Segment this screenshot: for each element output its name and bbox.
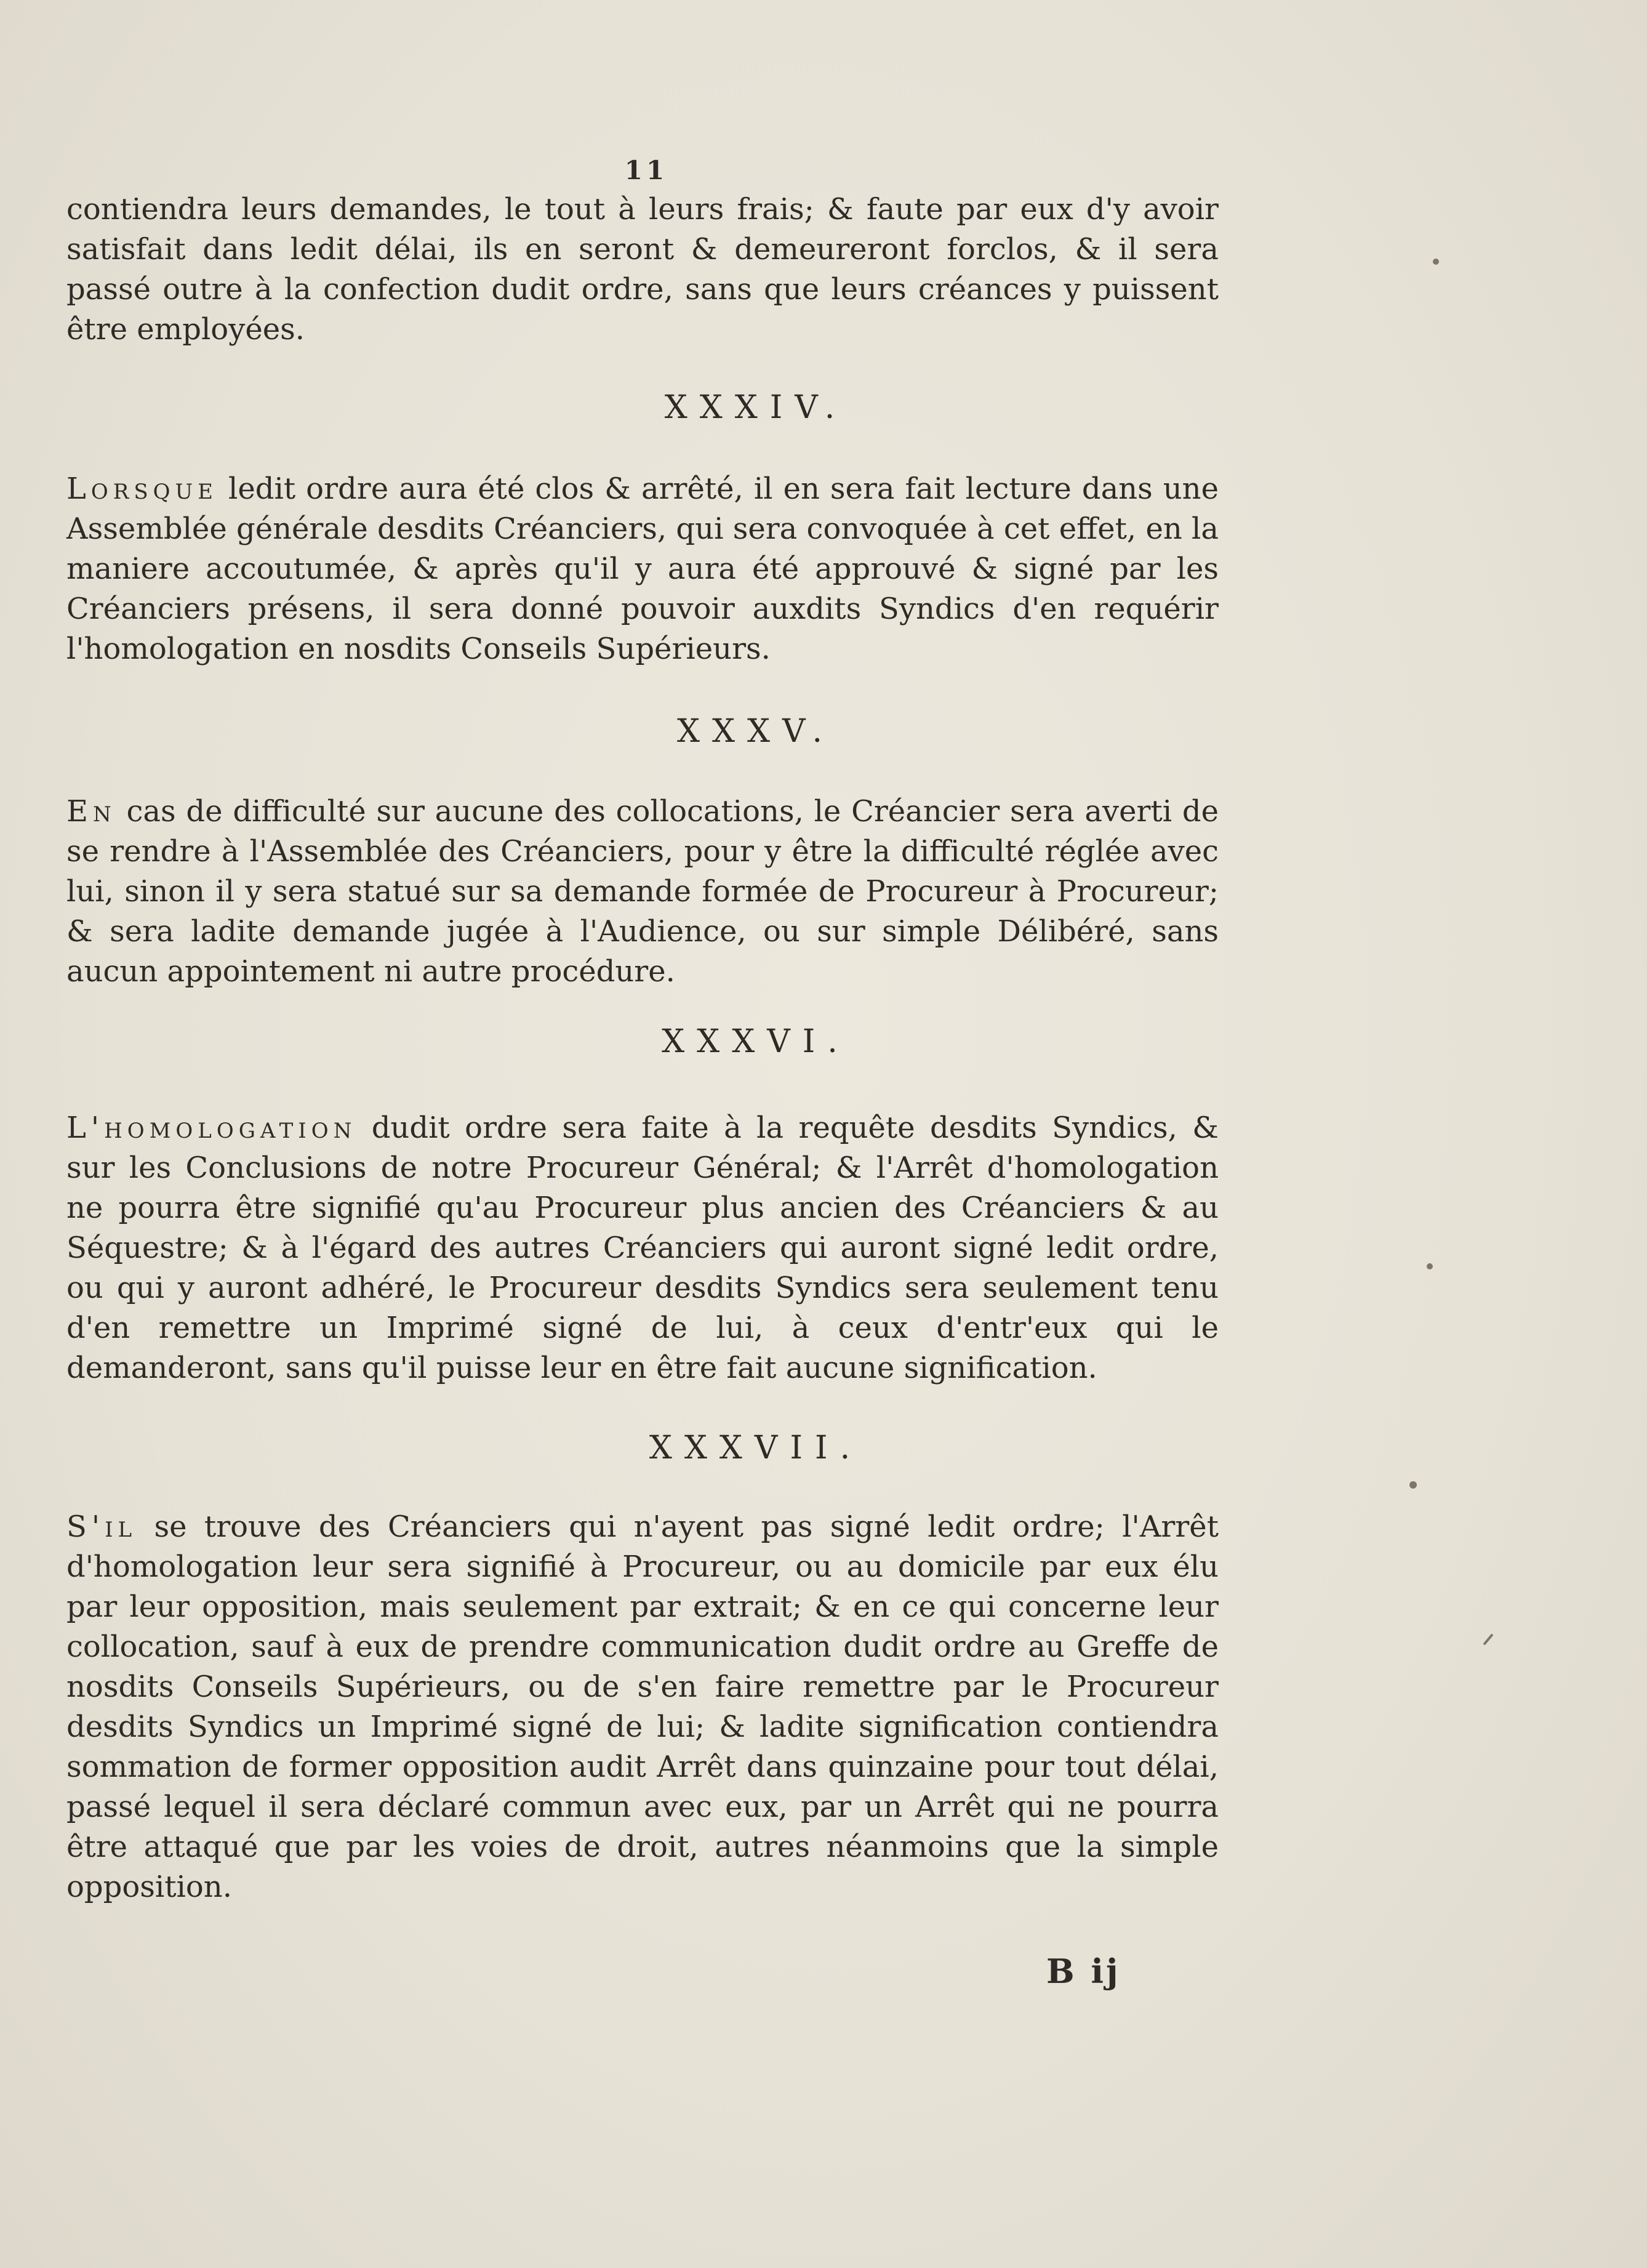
continuation-text: contiendra leurs demandes, le tout à leurs frais; & faute par eux d'y avoir satisfait dans ledit délai, ils en seront & demeureront forclos, & il sera passé outre à la confection dudit ordre, sans que leurs créances y puissent être employées.	[66, 192, 1219, 347]
article-xxxvi-lead: L'homologation	[66, 1111, 357, 1145]
article-xxxv-text	[66, 792, 1219, 992]
article-heading-xxxv: XXXV.	[676, 713, 835, 750]
article-xxxvi	[66, 1108, 1219, 1388]
paper-speck	[1433, 259, 1439, 265]
article-xxxv	[66, 792, 1219, 992]
paper-speck	[1427, 1263, 1433, 1269]
paper-speck	[1483, 1633, 1493, 1645]
continuation-paragraph	[66, 190, 1219, 350]
article-xxxiv-body: ledit ordre aura été clos & arrêté, il en sera fait lecture dans une Assemblée générale desdits Créanciers, qui sera convoquée à cet effet, en la maniere accoutumée, & après qu'il y aura été approuvé & signé par les Créanciers présens, il sera donné pouvoir auxdits Syndics d'en requérir l'homologation en nosdits Conseils Supérieurs.	[66, 472, 1219, 666]
article-xxxvi-body: dudit ordre sera faite à la requête desdits Syndics, & sur les Conclusions de notre Procureur Général; & l'Arrêt d'homologation ne pourra être signifié qu'au Procureur plus ancien des Créanciers & au Séquestre; & à l'égard des autres Créanciers qui auront signé ledit ordre, ou qui y auront adhéré, le Procureur desdits Syndics sera seulement tenu d'en remettre un Imprimé signé de lui, à ceux d'entr'eux qui le demanderont, sans qu'il puisse leur en être fait aucune signification.	[66, 1111, 1219, 1385]
article-heading-xxxvi: XXXVI.	[662, 1023, 850, 1060]
article-xxxvii	[66, 1507, 1219, 1907]
article-xxxvii-lead: S'il	[66, 1510, 137, 1544]
article-heading-xxxiv: XXXIV.	[664, 389, 848, 426]
paper-speck	[1409, 1481, 1417, 1489]
article-xxxiv-text	[66, 469, 1219, 669]
article-xxxvii-text	[66, 1507, 1219, 1907]
article-xxxiv-lead: Lorsque	[66, 472, 218, 506]
article-xxxiv	[66, 469, 1219, 669]
article-xxxv-body: cas de difficulté sur aucune des collocations, le Créancier sera averti de se rendre à l'Assemblée des Créanciers, pour y être la difficulté réglée avec lui, sinon il y sera statué sur sa demande formée de Procureur à Procureur; & sera ladite demande jugée à l'Audience, ou sur simple Délibéré, sans aucun appointement ni autre procédure.	[66, 794, 1219, 989]
signature-mark: B ij	[1046, 1952, 1121, 1991]
article-heading-xxxvii: XXXVII.	[649, 1430, 863, 1466]
article-xxxvi-text	[66, 1108, 1219, 1388]
article-xxxv-lead: En	[66, 794, 116, 829]
page-number: 11	[624, 155, 668, 185]
article-xxxvii-body: se trouve des Créanciers qui n'ayent pas signé ledit ordre; l'Arrêt d'homologation leur sera signifié à Procureur, ou au domicile par eux élu par leur opposition, mais seulement par extrait; & en ce qui concerne leur collocation, sauf à eux de prendre communication dudit ordre au Greffe de nosdits Conseils Supérieurs, ou de s'en faire remettre par le Procureur desdits Syndics un Imprimé signé de lui; & ladite signification contiendra sommation de former opposition audit Arrêt dans quinzaine pour tout délai, passé lequel il sera déclaré commun avec eux, par un Arrêt qui ne pourra être attaqué que par les voies de droit, autres néanmoins que la simple opposition.	[66, 1510, 1219, 1904]
